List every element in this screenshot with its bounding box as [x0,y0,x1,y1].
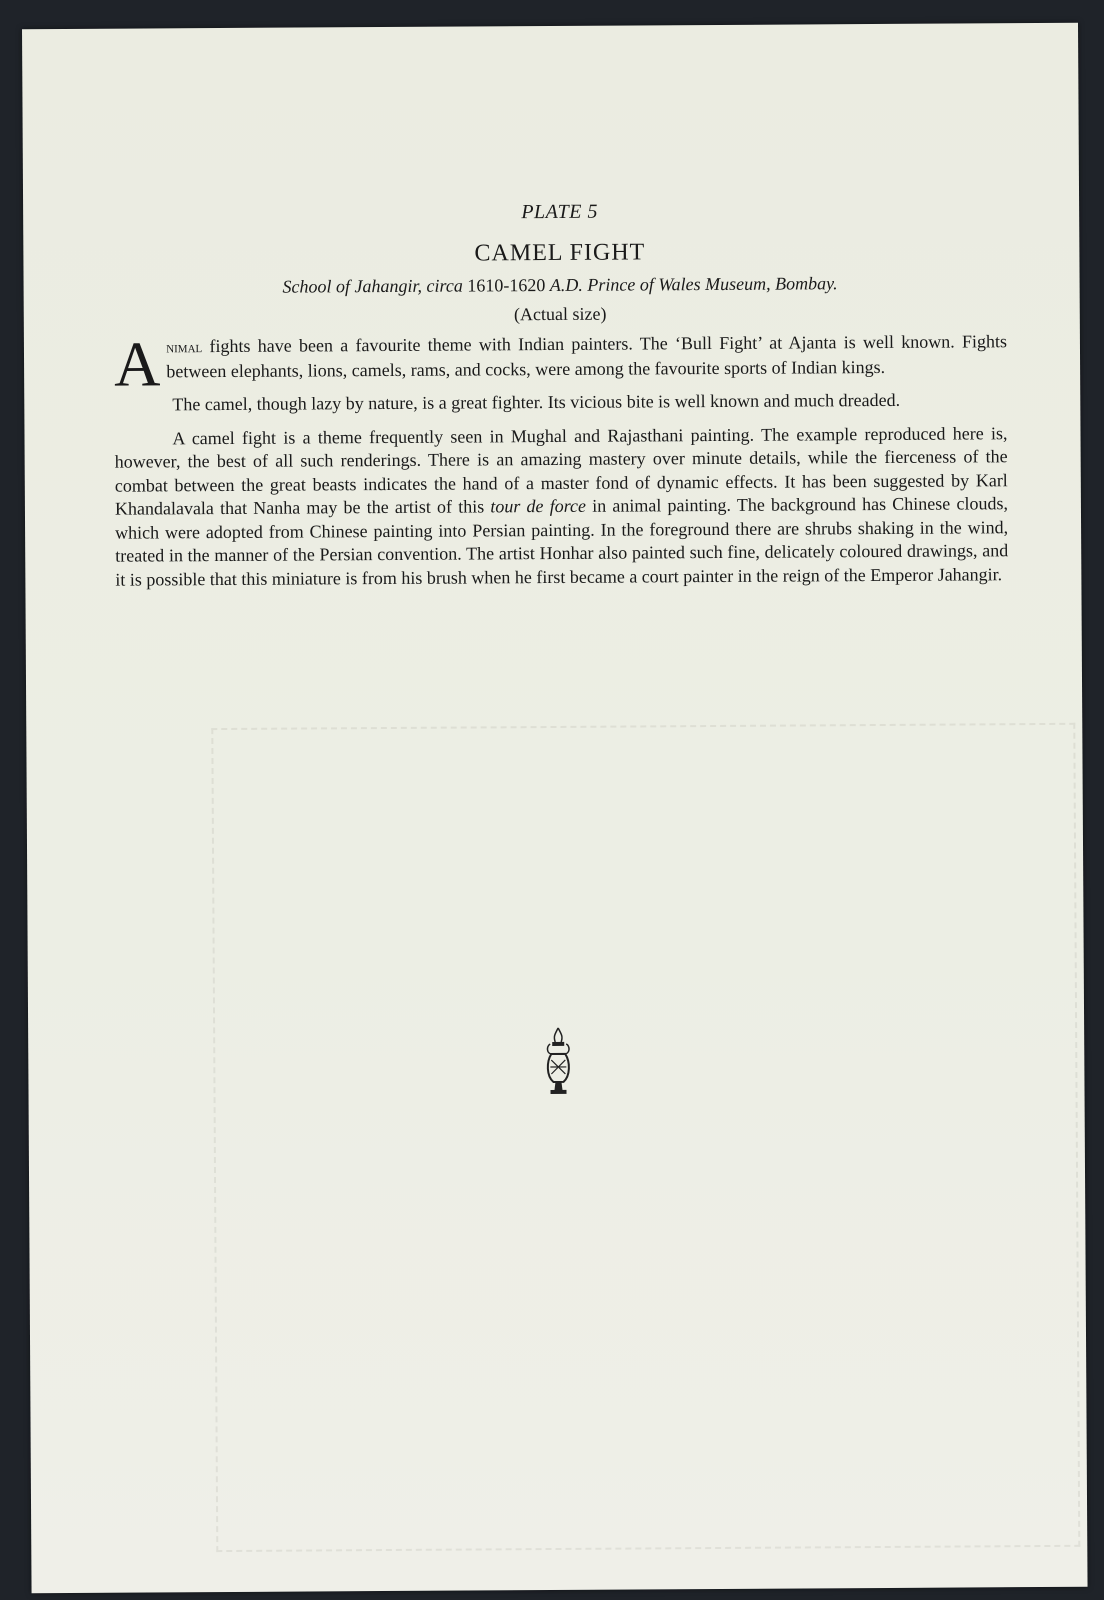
plate-caption [114,272,1007,298]
caption-museum: A.D. Prince of Wales Museum, Bombay. [549,273,838,296]
paragraph-1 [113,328,1007,400]
paragraph-2: The camel, though lazy by nature, is a great fighter. Its vicious bite is well known and much dreaded. [172,389,901,415]
vase-ornament-icon [538,1026,578,1106]
book-page [22,23,1088,1593]
size-note: (Actual size) [513,303,607,325]
caption-school: School of Jahangir, circa [282,275,463,297]
paragraph-3 [114,422,1008,592]
plate-show-through [211,723,1080,1552]
paragraph-1-text: fights have been a favourite theme with Indian painters. The ‘Bull Fight’ at Ajanta is well known. Fights between elephants, lions, camels, rams, and cocks, were among the favourite sports of Indian kings. [166,331,1007,381]
paragraph-3-after: in animal painting. The background has Chinese clouds, which were adopted from Chinese painting into Persian painting. In the foreground there are shrubs shaking in the wind, treated in the manner of the Persian convention. The artist Honhar also painted such fine, delicately coloured drawings, and it is possible that this miniature is from his brush when he first became a court painter in the reign of the Emperor Jahangir. [115,493,1009,590]
caption-years: 1610-1620 [467,275,546,296]
page-text [113,198,1008,601]
small-caps-word: nimal [166,339,203,357]
page-title: CAMEL FIGHT [474,239,646,267]
paragraph-3-italic: tour de force [490,495,587,517]
drop-cap: A [113,328,161,400]
paragraph-3-before: A camel fight is a theme frequently seen in Mughal and Rajasthani painting. The example reproduced here is, however, the best of all such renderings. There is an amazing mastery over minute details, while the fierceness of the combat between the great beasts indicates the hand of a master fond of dynamic effects. It has been suggested by Karl Khandalavala that Nanha may be the artist of this [114,422,1008,519]
plate-label: PLATE 5 [521,200,599,224]
